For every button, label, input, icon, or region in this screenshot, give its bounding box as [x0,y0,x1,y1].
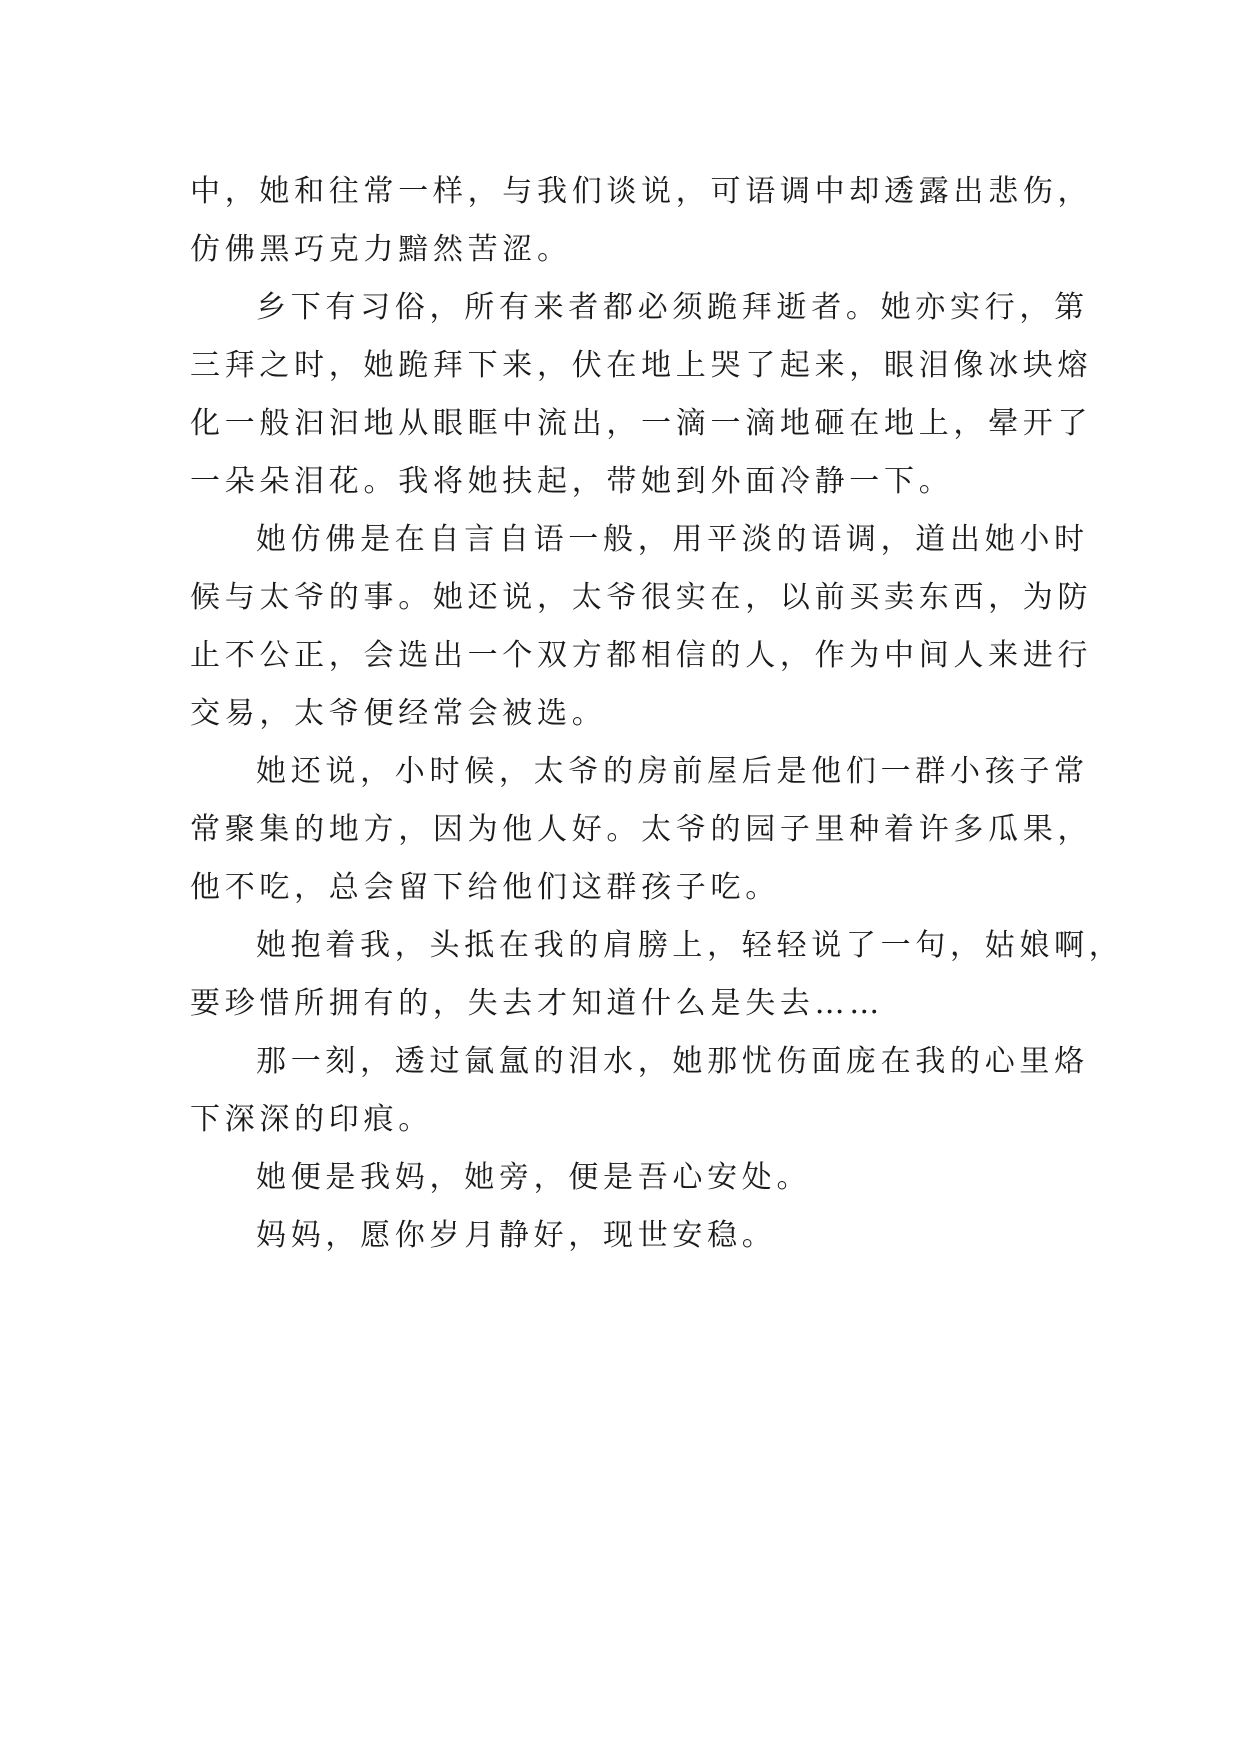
paragraph-first-line: 她抱着我，头抵在我的肩膀上，轻轻说了一句，姑娘啊， [256,928,1124,963]
paragraph-first-line: 乡下有习俗，所有来者都必须跪拜逝者。她亦实行，第 [256,290,1089,325]
text-line: 三拜之时，她跪拜下来，伏在地上哭了起来，眼泪像冰块熔 [190,348,1093,383]
text-line: 化一般汩汩地从眼眶中流出，一滴一滴地砸在地上，晕开了 [190,406,1093,441]
essay-text [190,163,1124,1265]
text-line: 常聚集的地方，因为他人好。太爷的园子里种着许多瓜果， [190,812,1093,847]
paragraph-first-line: 妈妈，愿你岁月静好，现世安稳。 [256,1218,777,1253]
paragraph-first-line: 她便是我妈，她旁，便是吾心安处。 [256,1160,812,1195]
text-line: 止不公正，会选出一个双方都相信的人，作为中间人来进行 [190,638,1093,673]
text-line: 交易，太爷便经常会被选。 [190,696,607,731]
text-line: 要珍惜所拥有的，失去才知道什么是失去…… [190,986,884,1021]
paragraph-first-line: 那一刻，透过氤氲的泪水，她那忧伤面庞在我的心里烙 [256,1044,1089,1079]
text-line: 他不吃，总会留下给他们这群孩子吃。 [190,870,780,905]
text-line: 一朵朵泪花。我将她扶起，带她到外面冷静一下。 [190,464,954,499]
text-line: 下深深的印痕。 [190,1102,433,1137]
text-line: 仿佛黑巧克力黯然苦涩。 [190,232,572,267]
paragraph-first-line: 她仿佛是在自言自语一般，用平淡的语调，道出她小时 [256,522,1089,557]
text-line: 中，她和往常一样，与我们谈说，可语调中却透露出悲伤， [190,174,1093,209]
paragraph-first-line: 她还说，小时候，太爷的房前屋后是他们一群小孩子常 [256,754,1089,789]
text-line: 候与太爷的事。她还说，太爷很实在，以前买卖东西，为防 [190,580,1093,615]
